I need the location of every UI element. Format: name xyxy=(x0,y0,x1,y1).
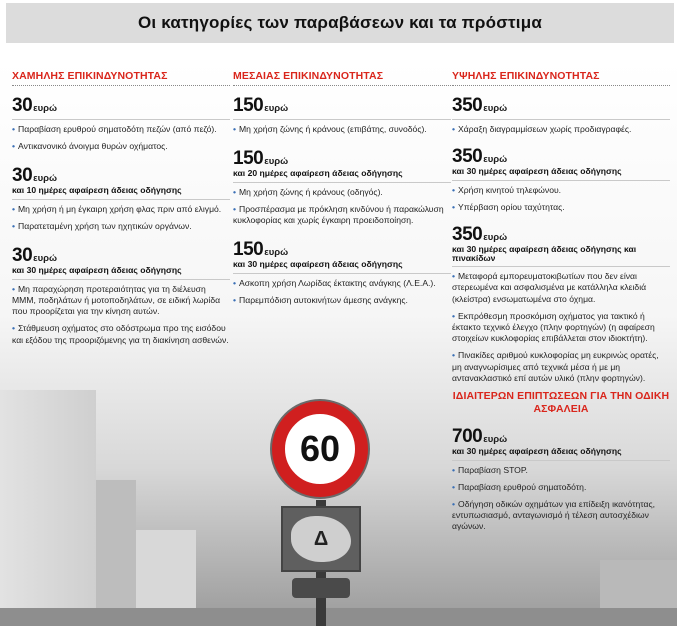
list-item: • Προσπέρασμα με πρόκληση κινδύνου ή παρακώλυση κυκλοφορίας και χωρίς έγκαιρη προειδοποίηση. xyxy=(233,203,444,226)
building-left xyxy=(0,390,96,626)
fine-block xyxy=(233,96,451,135)
list-item: • Μη χρήση ή μη έγκαιρη χρήση φλας πριν από ελιγμό. xyxy=(12,203,222,214)
bullet-icon: • xyxy=(452,271,456,282)
fine-currency: ευρώ xyxy=(264,247,289,259)
fine-block xyxy=(12,246,230,345)
fine-amount: 30 xyxy=(12,245,33,267)
fine-block xyxy=(452,225,670,384)
column-low-risk xyxy=(12,70,230,352)
fine-currency: ευρώ xyxy=(33,253,58,265)
fine-amount: 350 xyxy=(452,95,483,116)
list-item: • Μεταφορά εμπορευματοκιβωτίων που δεν είναι στερεωμένα και ασφαλισμένα με κατάλληλα κλειδιά (κλείστρα) ενσωματωμένα στο όχημα. xyxy=(452,271,647,304)
fine-amount: 150 xyxy=(233,239,264,261)
bullet-icon: • xyxy=(452,481,456,492)
fine-amount: 350 xyxy=(452,146,483,168)
column-medium-risk xyxy=(233,70,451,312)
bullet-icon: • xyxy=(452,124,456,134)
fine-block xyxy=(452,147,670,213)
fine-block xyxy=(452,96,670,135)
fine-penalty: και 30 ημέρες αφαίρεση άδειας οδήγησης xyxy=(452,166,622,177)
fine-block xyxy=(233,240,451,306)
list-item: • Παρατεταμένη χρήση των ηχητικών οργάνων. xyxy=(12,221,192,232)
plate-map-shape xyxy=(291,516,351,562)
list-item: • Παρεμπόδιση αυτοκινήτων άμεσης ανάγκης. xyxy=(233,295,408,306)
bullet-icon: • xyxy=(233,295,237,306)
fine-penalty: και 30 ημέρες αφαίρεση άδειας οδήγησης xyxy=(233,259,403,270)
bullet-icon: • xyxy=(452,184,456,195)
list-item: • Παραβίαση STOP. xyxy=(452,464,528,475)
fine-currency: ευρώ xyxy=(483,434,508,446)
fine-amount: 30 xyxy=(12,95,33,116)
street-ground xyxy=(0,608,677,626)
fine-penalty: και 30 ημέρες αφαίρεση άδειας οδήγησης και πινακίδων xyxy=(452,244,637,263)
category-heading: ΜΕΣΑΙΑΣ ΕΠΙΚΙΝΔΥΝΟΤΗΤΑΣ xyxy=(233,70,451,86)
column-high-risk xyxy=(452,70,670,539)
infographic xyxy=(0,60,677,626)
plate-letter: Δ xyxy=(313,527,329,550)
fine-amount: 150 xyxy=(233,95,264,116)
bullet-icon: • xyxy=(12,124,16,134)
bullet-icon: • xyxy=(12,203,16,214)
bullet-icon: • xyxy=(452,350,456,361)
bullet-icon: • xyxy=(12,221,16,232)
speed-limit-sign xyxy=(272,401,368,497)
bullet-icon: • xyxy=(233,186,237,197)
building-mid-left xyxy=(96,480,136,626)
fine-block xyxy=(12,96,230,152)
category-heading: ΥΨΗΛΗΣ ΕΠΙΚΙΝΔΥΝΟΤΗΤΑΣ xyxy=(452,70,670,86)
fine-amount: 700 xyxy=(452,426,483,448)
fine-currency: ευρώ xyxy=(264,103,289,114)
bullet-icon: • xyxy=(12,141,16,152)
category-heading: ΧΑΜΗΛΗΣ ΕΠΙΚΙΝΔΥΝΟΤΗΤΑΣ xyxy=(12,70,230,86)
fine-penalty: και 10 ημέρες αφαίρεση άδειας οδήγησης xyxy=(12,185,182,196)
bullet-icon: • xyxy=(233,124,237,134)
list-item: • Μη παραχώρηση προτεραιότητας για τη διέλευση ΜΜΜ, ποδηλάτων ή μοτοποδηλάτων, σε ειδική λωρίδα που προορίζεται για την κίνηση αυτών. xyxy=(12,283,221,317)
special-category-heading: ΙΔΙΑΙΤΕΡΩΝ ΕΠΙΠΤΩΣΕΩΝ ΓΙΑ ΤΗΝ ΟΔΙΚΗ ΑΣΦΑΛΕΙΑ xyxy=(452,389,670,415)
list-item: • Υπέρβαση ορίου ταχύτητας. xyxy=(452,201,565,212)
traffic-lamp xyxy=(292,578,350,598)
list-item: • Χρήση κινητού τηλεφώνου. xyxy=(452,184,562,195)
fine-currency: ευρώ xyxy=(483,232,508,244)
header-bar xyxy=(6,3,674,43)
bullet-icon: • xyxy=(452,310,456,321)
list-item: • Αντικανονικό άνοιγμα θυρών οχήματος. xyxy=(12,141,168,152)
list-item: • Μη χρήση ζώνης ή κράνους (επιβάτης, συνοδός). xyxy=(233,124,427,134)
fine-amount: 350 xyxy=(452,224,483,246)
fine-currency: ευρώ xyxy=(33,103,58,114)
supplementary-plate xyxy=(281,506,361,572)
fine-penalty: και 30 ημέρες αφαίρεση άδειας οδήγησης xyxy=(452,446,622,457)
fine-currency: ευρώ xyxy=(483,154,508,166)
bullet-icon: • xyxy=(233,277,237,288)
list-item: • Οδήγηση οδικών οχημάτων για επίδειξη ικανότητας, εντυπωσιασμό, ανταγωνισμό ή τέλεση αυτοσχέδιων αγώνων. xyxy=(452,499,656,532)
bullet-icon: • xyxy=(452,201,456,212)
bullet-icon: • xyxy=(12,283,16,294)
fine-currency: ευρώ xyxy=(483,103,508,114)
fine-currency: ευρώ xyxy=(264,156,289,168)
fine-amount: 30 xyxy=(12,165,33,187)
fine-block-special xyxy=(452,427,670,532)
bullet-icon: • xyxy=(233,203,237,214)
list-item: • Ασκοπη χρήση Λωρίδας έκτακτης ανάγκης (Λ.Ε.Α.). xyxy=(233,277,436,288)
list-item: • Χάραξη διαγραμμίσεων χωρίς προδιαγραφές. xyxy=(452,124,632,134)
bullet-icon: • xyxy=(12,323,16,334)
list-item: • Στάθμευση οχήματος στο οδόστρωμα προ της εισόδου και εξόδου της προοριζόμενης για τη διακίνηση ασθενών. xyxy=(12,323,229,345)
speed-limit-value: 60 xyxy=(299,428,341,469)
list-item: • Μη χρήση ζώνης ή κράνους (οδηγός). xyxy=(233,186,383,197)
bullet-icon: • xyxy=(452,464,456,475)
list-item: • Παραβίαση ερυθρού σηματοδότη. xyxy=(452,481,587,492)
page-title: Οι κατηγορίες των παραβάσεων και τα πρόστιμα xyxy=(137,13,542,32)
fine-currency: ευρώ xyxy=(33,173,58,185)
fine-penalty: και 20 ημέρες αφαίρεση άδειας οδήγησης xyxy=(233,168,403,179)
fine-penalty: και 30 ημέρες αφαίρεση άδειας οδήγησης xyxy=(12,265,182,276)
fine-block xyxy=(233,149,451,226)
list-item: • Πινακίδες αριθμού κυκλοφορίας μη ευκρινώς ορατές, μη αναγνωρίσιμες από τεχνικά μέσα ή με μη αντανακλαστικό επί αυτών υλικό (πλην φορτηγών). xyxy=(452,350,659,383)
fine-block xyxy=(12,166,230,232)
fine-amount: 150 xyxy=(233,148,264,170)
list-item: • Εκπρόθεσμη προσκόμιση οχήματος για τακτικό ή έκτακτο τεχνικό έλεγχο (πλην φορτηγών) (η αφαίρεση στοιχείων κυκλοφορίας επιβάλλεται στον ιδιοκτήτη). xyxy=(452,310,655,344)
list-item: • Παραβίαση ερυθρού σηματοδότη πεζών (από πεζό). xyxy=(12,124,217,134)
bullet-icon: • xyxy=(452,499,456,510)
